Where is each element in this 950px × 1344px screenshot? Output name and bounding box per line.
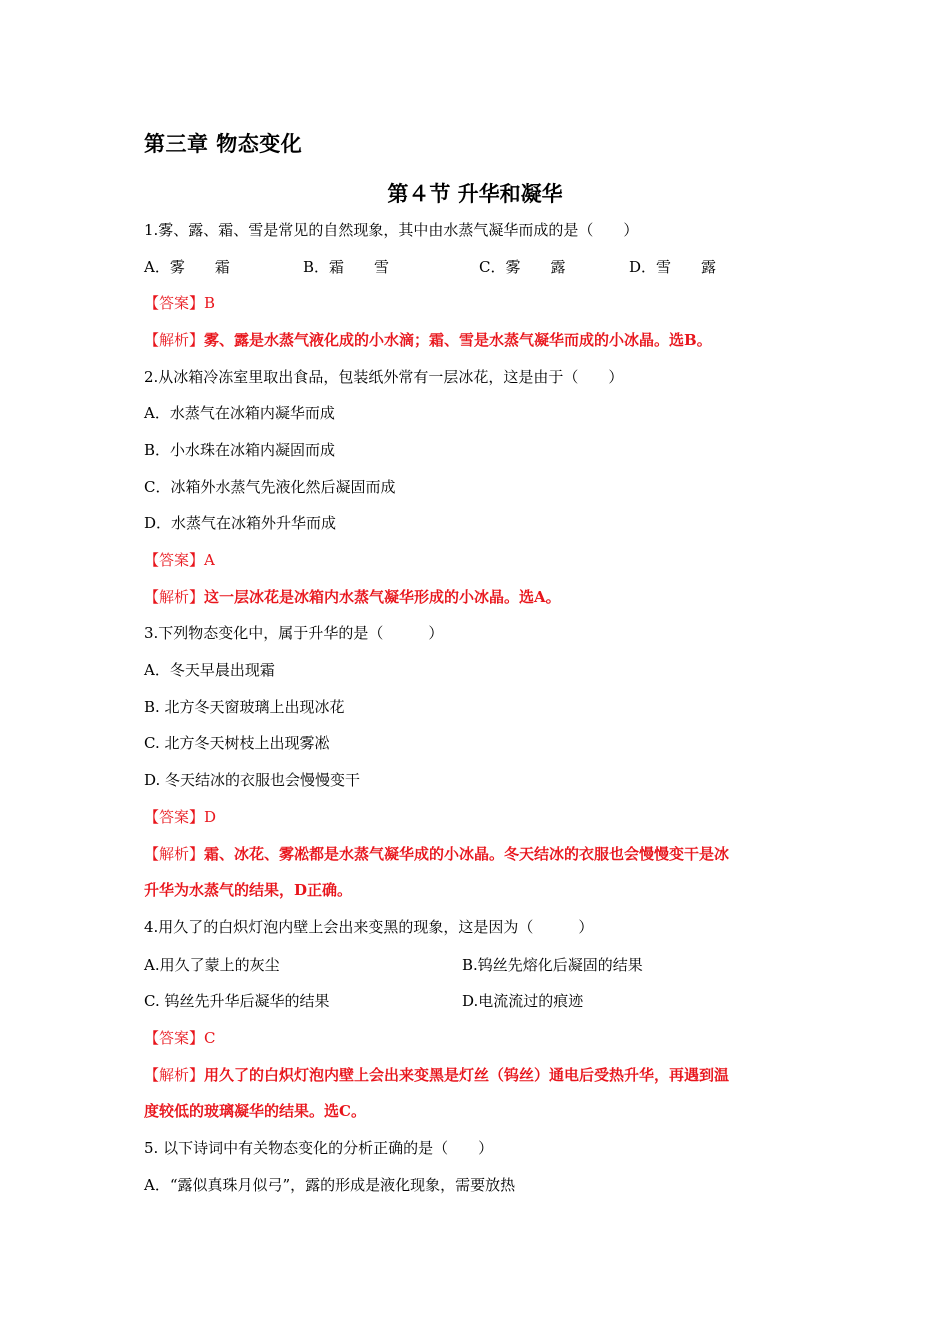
q3-stem: 3.下列物态变化中，属于升华的是（ ） (144, 624, 444, 642)
q3-analysis (144, 844, 729, 864)
q4-option-a: A.用久了蒙上的灰尘 (144, 956, 280, 974)
analysis-tag: 【解析】 (144, 1066, 205, 1084)
answer-value: A (204, 551, 215, 569)
q2-option-b: B．小水珠在冰箱内凝固而成 (144, 441, 336, 459)
chapter-title: 第三章 物态变化 (144, 132, 303, 156)
answer-tag: 【答案】 (144, 808, 205, 826)
analysis-tag: 【解析】 (144, 331, 205, 349)
q4-stem: 4.用久了的白炽灯泡内壁上会出来变黑的现象，这是因为（ ） (144, 918, 594, 936)
q3-option-c: C. 北方冬天树枝上出现雾凇 (144, 734, 330, 752)
q2-option-a: A．水蒸气在冰箱内凝华而成 (144, 404, 335, 422)
analysis-text-line1: 用久了的白炽灯泡内壁上会出来变黑是灯丝（钨丝）通电后受热升华，再遇到温 (204, 1066, 730, 1084)
section-title: 第４节 升华和凝华 (387, 182, 563, 206)
q3-analysis-line2: 升华为水蒸气的结果，D正确。 (144, 881, 353, 899)
q1-option-c: C．雾 露 (479, 258, 566, 276)
answer-tag: 【答案】 (144, 551, 205, 569)
q4-answer (144, 1028, 216, 1048)
q5-stem: 5. 以下诗词中有关物态变化的分析正确的是（ ） (144, 1139, 494, 1157)
q2-option-c: C．冰箱外水蒸气先液化然后凝固而成 (144, 478, 396, 496)
analysis-tag: 【解析】 (144, 588, 205, 606)
analysis-tag: 【解析】 (144, 845, 205, 863)
answer-value: C (204, 1029, 216, 1047)
q4-option-c: C. 钨丝先升华后凝华的结果 (144, 992, 330, 1010)
q2-analysis (144, 587, 561, 607)
q4-analysis-line2: 度较低的玻璃凝华的结果。选C。 (144, 1102, 366, 1120)
answer-value: B (204, 294, 216, 312)
answer-tag: 【答案】 (144, 294, 205, 312)
q4-analysis (144, 1065, 729, 1085)
q2-stem: 2.从冰箱冷冻室里取出食品，包装纸外常有一层冰花，这是由于（ ） (144, 368, 624, 386)
answer-value: D (204, 808, 217, 826)
q1-answer (144, 293, 215, 313)
q1-option-a: A．雾 霜 (144, 258, 230, 276)
q1-stem: 1.雾、露、霜、雪是常见的自然现象，其中由水蒸气凝华而成的是（ ） (144, 221, 639, 239)
analysis-text-line1: 霜、冰花、雾凇都是水蒸气凝华成的小冰晶。冬天结冰的衣服也会慢慢变干是冰 (204, 845, 730, 863)
q5-option-a: A．“露似真珠月似弓”，露的形成是液化现象，需要放热 (144, 1176, 516, 1194)
q2-option-d: D．水蒸气在冰箱外升华而成 (144, 514, 337, 532)
q3-answer (144, 807, 216, 827)
analysis-text: 雾、露是水蒸气液化成的小水滴；霜、雪是水蒸气凝华而成的小冰晶。选B。 (204, 331, 712, 349)
q1-option-b: B．霜 雪 (303, 258, 390, 276)
q2-answer (144, 550, 215, 570)
q3-option-b: B. 北方冬天窗玻璃上出现冰花 (144, 698, 345, 716)
q3-option-d: D. 冬天结冰的衣服也会慢慢变干 (144, 771, 361, 789)
q4-option-d: D.电流流过的痕迹 (462, 992, 584, 1010)
analysis-text: 这一层冰花是冰箱内水蒸气凝华形成的小冰晶。选A。 (204, 588, 561, 606)
answer-tag: 【答案】 (144, 1029, 205, 1047)
q1-analysis (144, 330, 712, 350)
q3-option-a: A．冬天早晨出现霜 (144, 661, 275, 679)
q4-option-b: B.钨丝先熔化后凝固的结果 (462, 956, 643, 974)
q1-option-d: D．雪 露 (629, 258, 717, 276)
